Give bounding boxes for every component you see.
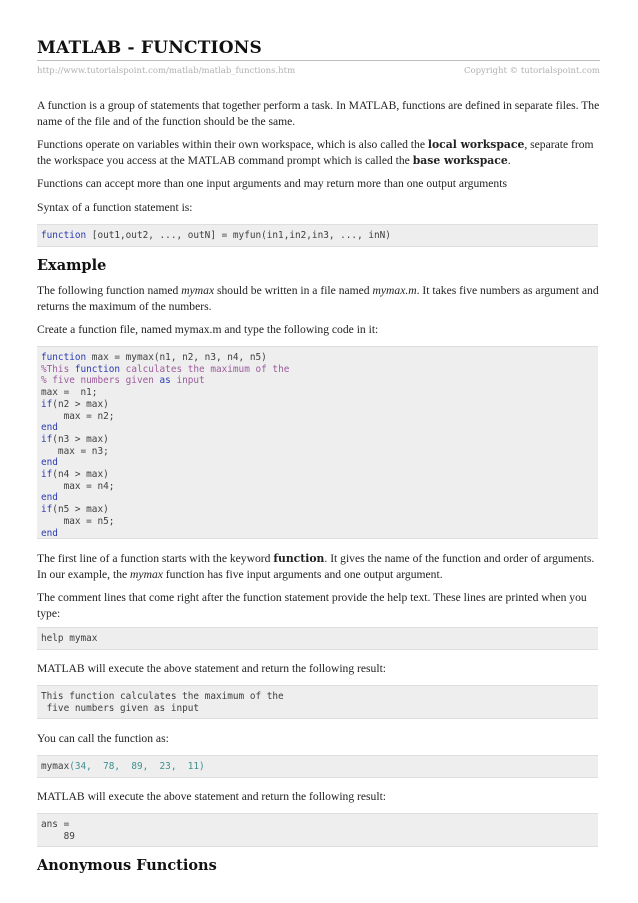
- code-keyword: function: [41, 352, 87, 363]
- code-line: 89: [41, 830, 75, 842]
- function-name: mymax: [130, 568, 163, 581]
- intro-p2-text-b: , separate from the workspace you access at the MATLAB command prompt which is called the: [37, 138, 594, 167]
- example-paragraph-6: You can call the function as:: [37, 732, 169, 745]
- intro-paragraph-2: [37, 137, 603, 169]
- code-comment-line: [41, 364, 289, 375]
- example-paragraph-2: Create a function file, named mymax.m and type the following code in it:: [37, 323, 379, 336]
- code-line: five numbers given as input: [41, 702, 200, 714]
- code-keyword: as: [159, 375, 171, 387]
- example-p3-text-a: The first line of a function starts with the keyword: [37, 552, 274, 565]
- code-line: max = n2;: [41, 410, 115, 422]
- source-url[interactable]: http://www.tutorialspoint.com/matlab/matlab_functions.htm: [37, 66, 296, 76]
- syntax-label: Syntax of a function statement is:: [37, 201, 193, 214]
- code-line: max = n5;: [41, 515, 115, 527]
- code-comment: calculates the maximum of the: [120, 363, 290, 375]
- example-paragraph-7: MATLAB will execute the above statement and return the following result:: [37, 790, 387, 803]
- code-comment: input: [170, 375, 205, 387]
- code-text: (n3 > max): [52, 433, 109, 445]
- example-paragraph-1: [37, 283, 603, 315]
- page-title: MATLAB - FUNCTIONS: [37, 38, 262, 58]
- code-line: [41, 434, 109, 445]
- intro-p2-text-a: Functions operate on variables within their own workspace, which is also called the: [37, 138, 428, 151]
- file-name: mymax.m: [372, 284, 417, 297]
- intro-p2-text-c: .: [507, 154, 511, 167]
- code-text: (n4 > max): [52, 469, 109, 481]
- header-divider: [37, 60, 600, 61]
- help-result-code-block: [37, 685, 598, 719]
- code-comment: %This: [41, 363, 75, 375]
- code-line: max = n1;: [41, 387, 98, 399]
- code-line: [41, 399, 109, 410]
- example-p1-text-b: should be written in a file named: [214, 284, 373, 297]
- copyright-notice: Copyright © tutorialspoint.com: [463, 66, 600, 76]
- example-p1-text-a: The following function named: [37, 284, 182, 297]
- code-line: [41, 469, 109, 480]
- code-keyword: function: [74, 363, 121, 375]
- code-line: This function calculates the maximum of the: [41, 691, 284, 702]
- intro-paragraph-3: Functions can accept more than one input arguments and may return more than one output arguments: [37, 177, 507, 190]
- code-text: (n2 > max): [52, 398, 109, 410]
- code-line: [41, 504, 109, 515]
- code-keyword: if: [41, 433, 53, 445]
- call-code-block: [37, 755, 598, 778]
- base-workspace-term: base workspace: [412, 154, 508, 167]
- code-text: [out1,out2, ..., outN] = myfun(in1,in2,in3, ..., inN): [86, 230, 391, 241]
- code-comment: % five numbers given: [41, 375, 160, 387]
- example-paragraph-4: The comment lines that come right after the function statement provide the help text. These lines are printed when you type:: [37, 591, 587, 620]
- code-text: (n5 > max): [52, 504, 109, 516]
- example-paragraph-5: MATLAB will execute the above statement and return the following result:: [37, 662, 387, 675]
- mymax-code-block: [37, 346, 598, 539]
- code-keyword: end: [41, 492, 58, 504]
- syntax-code-block: [37, 224, 598, 247]
- code-text: mymax: [41, 761, 70, 772]
- code-keyword: end: [41, 422, 58, 434]
- anonymous-functions-heading: Anonymous Functions: [37, 857, 217, 874]
- example-p3-text-c: function has five input arguments and one output argument.: [162, 568, 443, 581]
- example-paragraph-3: [37, 551, 603, 583]
- code-line: help mymax: [41, 633, 98, 644]
- code-keyword: if: [41, 398, 53, 410]
- code-line: ans =: [41, 819, 70, 830]
- code-line: max = n3;: [41, 445, 109, 457]
- code-keyword: if: [41, 504, 53, 516]
- example-p3-text-b: . It gives the name of the function and order of arguments. In our example, the: [37, 552, 595, 581]
- code-text: max = mymax(n1, n2, n3, n4, n5): [86, 352, 267, 363]
- intro-paragraph-1: A function is a group of statements that together perform a task. In MATLAB, functions are defined in separate files. The name of the file and of the function should be the same.: [37, 99, 600, 128]
- local-workspace-term: local workspace: [427, 138, 525, 151]
- code-keyword: end: [41, 527, 58, 539]
- code-keyword: if: [41, 469, 53, 481]
- code-line: [41, 352, 267, 363]
- example-heading: Example: [37, 257, 107, 274]
- code-line: max = n4;: [41, 480, 115, 492]
- help-code-block: [37, 627, 598, 650]
- code-comment-line: [41, 375, 205, 386]
- call-result-code-block: [37, 813, 598, 847]
- example-p1-text-c: . It takes five numbers as argument and returns the maximum of the numbers.: [37, 284, 599, 313]
- function-keyword-term: function: [273, 552, 325, 565]
- code-keyword: function: [41, 230, 87, 241]
- code-keyword: end: [41, 457, 58, 469]
- function-name: mymax: [181, 284, 215, 297]
- code-arguments: (34, 78, 89, 23, 11): [69, 761, 205, 772]
